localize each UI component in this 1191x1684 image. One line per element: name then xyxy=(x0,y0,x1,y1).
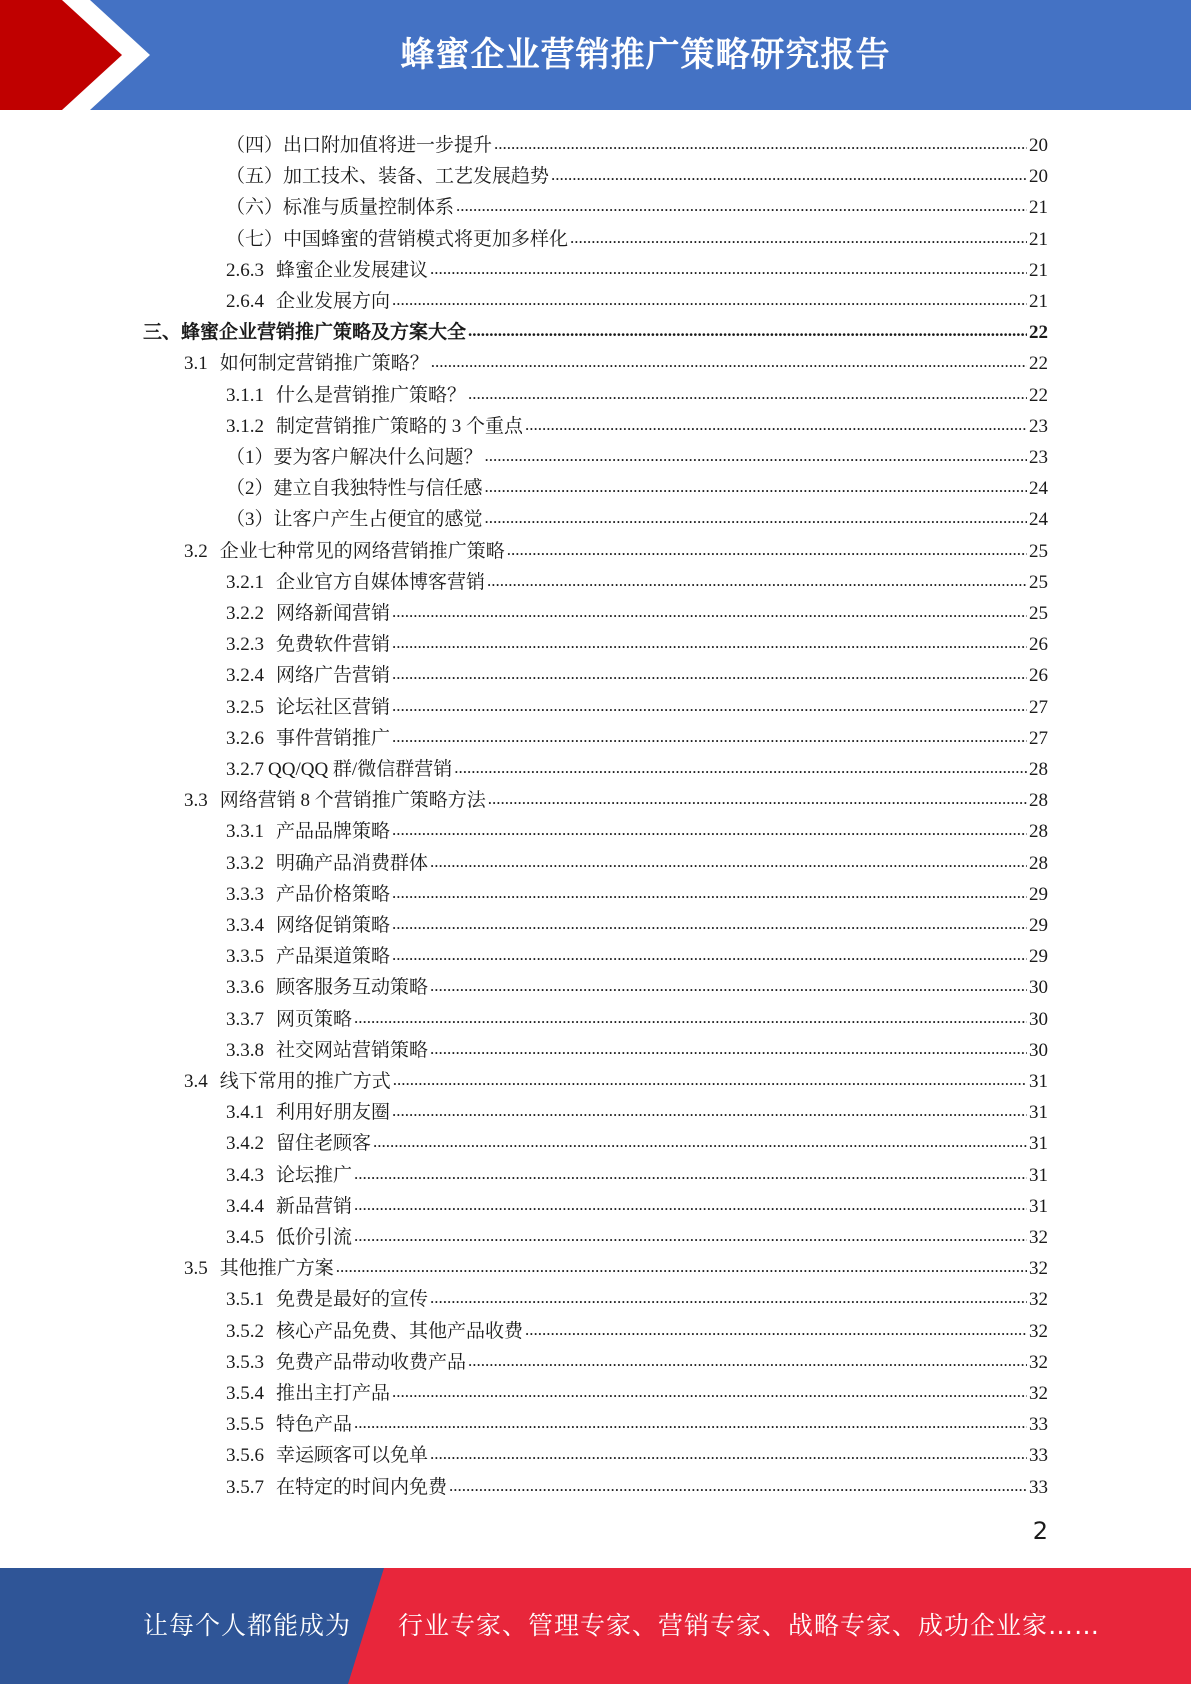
toc-entry-number: 3.1.2 xyxy=(226,415,264,437)
toc-entry-page: 31 xyxy=(1029,1133,1048,1155)
toc-dot-leader xyxy=(392,631,1027,655)
toc-entry-title: 蜂蜜企业发展建议 xyxy=(276,259,429,281)
toc-entry-number: 3.5.6 xyxy=(226,1445,264,1467)
toc-entry-number: 3.1.1 xyxy=(226,384,264,406)
toc-entry[interactable] xyxy=(226,657,1048,688)
toc-entry-page: 32 xyxy=(1029,1383,1048,1404)
toc-dot-leader xyxy=(373,1130,1027,1154)
toc-dot-leader xyxy=(392,600,1027,624)
toc-entry[interactable] xyxy=(226,595,1048,626)
toc-entry[interactable] xyxy=(143,314,1048,345)
toc-entry[interactable] xyxy=(226,1469,1048,1500)
toc-entry-page: 20 xyxy=(1029,166,1048,188)
toc-entry-page: 32 xyxy=(1029,1320,1048,1342)
toc-dot-leader xyxy=(392,881,1027,905)
toc-dot-leader xyxy=(551,163,1027,187)
toc-entry[interactable] xyxy=(226,1437,1048,1468)
toc-entry[interactable] xyxy=(226,1032,1048,1063)
page-header xyxy=(0,0,1191,110)
toc-dot-leader xyxy=(525,1318,1027,1342)
toc-entry-page: 33 xyxy=(1029,1414,1048,1436)
toc-dot-leader xyxy=(354,1411,1027,1435)
toc-entry-title: 低价引流 xyxy=(276,1227,353,1248)
toc-entry[interactable] xyxy=(226,501,1048,532)
toc-entry[interactable] xyxy=(226,907,1048,938)
toc-entry-title: 留住老顾客 xyxy=(276,1133,372,1155)
toc-entry-number: 3.3.5 xyxy=(226,946,264,968)
toc-entry-number: 3.2.6 xyxy=(226,727,264,749)
toc-entry-page: 32 xyxy=(1029,1351,1048,1373)
toc-dot-leader xyxy=(485,475,1027,499)
toc-entry-page: 29 xyxy=(1029,946,1048,968)
toc-entry-page: 28 xyxy=(1029,759,1048,780)
toc-entry-page: 23 xyxy=(1029,447,1048,468)
toc-entry-number: 3.2 xyxy=(184,540,208,562)
toc-entry-number: 3.4.1 xyxy=(226,1102,264,1124)
toc-entry-number: 3.5.1 xyxy=(226,1289,264,1311)
toc-entry-number: 2.6.4 xyxy=(226,291,264,312)
toc-entry[interactable] xyxy=(226,1001,1048,1032)
toc-entry[interactable] xyxy=(184,1063,1048,1094)
toc-entry[interactable] xyxy=(226,564,1048,595)
toc-dot-leader xyxy=(336,1255,1027,1279)
toc-dot-leader xyxy=(392,288,1027,312)
toc-entry-title: 核心产品免费、其他产品收费 xyxy=(276,1320,524,1342)
toc-entry[interactable] xyxy=(226,221,1048,252)
toc-dot-leader xyxy=(354,1224,1027,1248)
toc-entry-number: 3.3.1 xyxy=(226,821,264,843)
toc-entry-page: 21 xyxy=(1029,228,1048,250)
toc-entry-number: 3.3.6 xyxy=(226,977,264,999)
toc-entry-title: （四）出口附加值将进一步提升 xyxy=(226,135,493,156)
toc-dot-leader xyxy=(449,1474,1027,1498)
toc-entry[interactable] xyxy=(226,377,1048,408)
toc-entry-number: 3.5.5 xyxy=(226,1414,264,1436)
toc-entry[interactable] xyxy=(226,720,1048,751)
toc-entry-number: 3.2.2 xyxy=(226,603,264,624)
toc-entry-title: 企业发展方向 xyxy=(276,291,391,312)
toc-entry-page: 32 xyxy=(1029,1289,1048,1311)
toc-entry[interactable] xyxy=(226,439,1048,470)
toc-entry[interactable] xyxy=(226,1094,1048,1125)
toc-entry[interactable] xyxy=(226,158,1048,189)
page-footer xyxy=(0,1568,1191,1684)
toc-entry-page: 32 xyxy=(1029,1227,1048,1248)
toc-entry-page: 22 xyxy=(1029,353,1048,375)
toc-entry[interactable] xyxy=(226,1344,1048,1375)
toc-entry-page: 33 xyxy=(1029,1445,1048,1467)
toc-entry-title: 免费产品带动收费产品 xyxy=(276,1351,467,1373)
footer-slogan-left: 让每个人都能成为 xyxy=(143,1611,352,1640)
toc-entry-number: 3.2.7 xyxy=(226,759,264,780)
toc-entry-number: 3.4.5 xyxy=(226,1227,264,1248)
toc-dot-leader xyxy=(392,818,1027,842)
toc-entry-title: 明确产品消费群体 xyxy=(276,852,429,874)
toc-entry-title: 特色产品 xyxy=(276,1414,353,1436)
page-number: 2 xyxy=(1032,1517,1048,1545)
toc-entry-title: 新品营销 xyxy=(276,1195,353,1217)
toc-dot-leader xyxy=(430,974,1027,998)
toc-entry-page: 26 xyxy=(1029,634,1048,656)
toc-entry-page: 22 xyxy=(1029,322,1048,344)
toc-entry-title: 网络营销 8 个营销推广策略方法 xyxy=(219,790,486,812)
toc-entry[interactable] xyxy=(226,689,1048,720)
toc-dot-leader xyxy=(392,943,1027,967)
toc-entry-title: 利用好朋友圈 xyxy=(276,1102,391,1124)
toc-dot-leader xyxy=(430,257,1027,281)
header-arrow-graphic xyxy=(0,0,160,110)
toc-entry[interactable] xyxy=(226,283,1048,314)
toc-dot-leader xyxy=(525,413,1027,437)
toc-entry-number: 3.4.3 xyxy=(226,1164,264,1186)
toc-entry[interactable] xyxy=(226,1313,1048,1344)
toc-entry-title: 顾客服务互动策略 xyxy=(276,977,429,999)
toc-entry-number: 2.6.3 xyxy=(226,259,264,281)
toc-entry-title: 网页策略 xyxy=(276,1008,353,1030)
toc-entry-page: 20 xyxy=(1029,135,1048,156)
toc-entry-page: 28 xyxy=(1029,821,1048,843)
toc-entry-number: 3.5 xyxy=(184,1258,208,1280)
toc-entry-page: 31 xyxy=(1029,1164,1048,1186)
toc-entry-number: 3.4 xyxy=(184,1071,208,1092)
toc-dot-leader xyxy=(570,226,1027,250)
toc-dot-leader xyxy=(392,662,1027,686)
toc-entry-title: 免费是最好的宣传 xyxy=(276,1289,429,1311)
footer-slogan-right: 行业专家、管理专家、营销专家、战略专家、成功企业家…… xyxy=(398,1611,1101,1640)
toc-entry[interactable] xyxy=(226,1281,1048,1312)
toc-entry-title: （3）让客户产生占便宜的感觉 xyxy=(226,509,483,531)
toc-entry-title: （六）标准与质量控制体系 xyxy=(226,197,455,219)
toc-entry-page: 25 xyxy=(1029,603,1048,624)
toc-entry-number: 3.1 xyxy=(184,353,208,375)
toc-dot-leader xyxy=(456,194,1027,218)
toc-entry[interactable] xyxy=(184,533,1048,564)
toc-entry-number: 3.3.8 xyxy=(226,1039,264,1061)
toc-entry-title: 产品品牌策略 xyxy=(276,821,391,843)
toc-entry-page: 25 xyxy=(1029,540,1048,562)
toc-entry-title: 制定营销推广策略的 3 个重点 xyxy=(276,415,524,437)
toc-entry-title: （1）要为客户解决什么问题？ xyxy=(226,447,483,468)
toc-entry-number: 3.2.3 xyxy=(226,634,264,656)
toc-entry-title: 论坛推广 xyxy=(276,1164,353,1186)
toc-entry[interactable] xyxy=(226,813,1048,844)
toc-entry-title: 网络促销策略 xyxy=(276,915,391,936)
toc-entry[interactable] xyxy=(226,1219,1048,1250)
toc-dot-leader xyxy=(354,1162,1027,1186)
toc-entry-page: 28 xyxy=(1029,790,1048,812)
toc-entry[interactable] xyxy=(226,626,1048,657)
toc-entry-number: 3.3.4 xyxy=(226,915,264,936)
toc-entry[interactable] xyxy=(226,189,1048,220)
toc-entry-page: 21 xyxy=(1029,259,1048,281)
toc-entry-title: 企业七种常见的网络营销推广策略 xyxy=(219,540,505,562)
toc-entry[interactable] xyxy=(226,1406,1048,1437)
toc-entry[interactable] xyxy=(226,969,1048,1000)
toc-dot-leader xyxy=(392,1380,1027,1404)
toc-entry-title: 三、蜂蜜企业营销推广策略及方案大全 xyxy=(143,322,467,344)
toc-dot-leader xyxy=(430,850,1027,874)
toc-dot-leader xyxy=(485,444,1027,468)
toc-entry[interactable] xyxy=(226,1157,1048,1188)
toc-dot-leader xyxy=(507,538,1027,562)
toc-entry[interactable] xyxy=(226,470,1048,501)
toc-entry-title: 线下常用的推广方式 xyxy=(219,1071,391,1092)
toc-dot-leader xyxy=(468,1349,1027,1373)
toc-entry-page: 21 xyxy=(1029,291,1048,312)
toc-entry-title: 在特定的时间内免费 xyxy=(276,1476,448,1498)
toc-entry-page: 24 xyxy=(1029,478,1048,500)
toc-entry[interactable] xyxy=(226,876,1048,907)
report-title: 蜂蜜企业营销推广策略研究报告 xyxy=(400,35,891,75)
toc-entry-title: 产品渠道策略 xyxy=(276,946,391,968)
toc-dot-leader xyxy=(392,1099,1027,1123)
toc-entry[interactable] xyxy=(226,1375,1048,1406)
toc-entry[interactable] xyxy=(226,845,1048,876)
toc-entry-page: 30 xyxy=(1029,977,1048,999)
toc-dot-leader xyxy=(430,1442,1027,1466)
toc-entry-number: 3.2.1 xyxy=(226,571,264,593)
toc-dot-leader xyxy=(454,756,1027,780)
toc-dot-leader xyxy=(487,569,1027,593)
toc-entry-title: 幸运顾客可以免单 xyxy=(276,1445,429,1467)
toc-dot-leader xyxy=(430,1037,1027,1061)
toc-entry-page: 28 xyxy=(1029,852,1048,874)
toc-entry-page: 31 xyxy=(1029,1071,1048,1092)
toc-entry-page: 24 xyxy=(1029,509,1048,531)
toc-entry-page: 22 xyxy=(1029,384,1048,406)
toc-entry-title: 产品价格策略 xyxy=(276,883,391,905)
toc-entry-title: 企业官方自媒体博客营销 xyxy=(276,571,486,593)
toc-entry[interactable] xyxy=(226,127,1048,158)
toc-entry-title: QQ/QQ 群/微信群营销 xyxy=(268,759,453,780)
toc-dot-leader xyxy=(392,694,1027,718)
toc-entry[interactable] xyxy=(184,782,1048,813)
toc-dot-leader xyxy=(488,787,1027,811)
toc-entry[interactable] xyxy=(226,252,1048,283)
toc-dot-leader xyxy=(430,1286,1027,1310)
toc-entry-title: 事件营销推广 xyxy=(276,727,391,749)
toc-entry-page: 33 xyxy=(1029,1476,1048,1498)
toc-dot-leader xyxy=(431,350,1027,374)
toc-entry[interactable] xyxy=(226,1188,1048,1219)
toc-entry-number: 3.4.2 xyxy=(226,1133,264,1155)
toc-dot-leader xyxy=(485,506,1027,530)
toc-entry-title: 论坛社区营销 xyxy=(276,696,391,718)
toc-entry-page: 27 xyxy=(1029,727,1048,749)
toc-entry-title: 网络广告营销 xyxy=(276,665,391,687)
toc-dot-leader xyxy=(468,319,1027,343)
toc-entry-page: 27 xyxy=(1029,696,1048,718)
toc-entry-title: （2）建立自我独特性与信任感 xyxy=(226,478,483,500)
toc-dot-leader xyxy=(392,912,1027,936)
toc-entry-number: 3.5.7 xyxy=(226,1476,264,1498)
toc-entry-title: 其他推广方案 xyxy=(219,1258,334,1280)
toc-entry-page: 31 xyxy=(1029,1102,1048,1124)
toc-entry-title: （五）加工技术、装备、工艺发展趋势 xyxy=(226,166,550,188)
toc-entry-page: 26 xyxy=(1029,665,1048,687)
toc-entry-page: 23 xyxy=(1029,415,1048,437)
toc-entry-title: 什么是营销推广策略？ xyxy=(276,384,467,406)
toc-entry-number: 3.2.5 xyxy=(226,696,264,718)
toc-entry-number: 3.3.3 xyxy=(226,883,264,905)
toc-entry[interactable] xyxy=(226,1125,1048,1156)
toc-entry-number: 3.3.7 xyxy=(226,1008,264,1030)
toc-entry-number: 3.3.2 xyxy=(226,852,264,874)
toc-dot-leader xyxy=(494,132,1027,156)
toc-entry-title: 网络新闻营销 xyxy=(276,603,391,624)
toc-entry[interactable] xyxy=(184,1250,1048,1281)
toc-entry-number: 3.5.4 xyxy=(226,1383,264,1404)
toc-entry-page: 30 xyxy=(1029,1008,1048,1030)
toc-dot-leader xyxy=(354,1006,1027,1030)
toc-entry-page: 21 xyxy=(1029,197,1048,219)
toc-entry[interactable] xyxy=(184,345,1048,376)
toc-entry-number: 3.2.4 xyxy=(226,665,264,687)
toc-entry-page: 29 xyxy=(1029,915,1048,936)
toc-entry-title: 免费软件营销 xyxy=(276,634,391,656)
toc-entry-title: 如何制定营销推广策略？ xyxy=(219,353,429,375)
toc-entry-title: 社交网站营销策略 xyxy=(276,1039,429,1061)
toc-entry-number: 3.5.2 xyxy=(226,1320,264,1342)
toc-entry-page: 31 xyxy=(1029,1195,1048,1217)
toc-entry-number: 3.4.4 xyxy=(226,1195,264,1217)
toc-entry-page: 29 xyxy=(1029,883,1048,905)
toc-entry-number: 3.5.3 xyxy=(226,1351,264,1373)
toc-entry-page: 30 xyxy=(1029,1039,1048,1061)
toc-entry[interactable] xyxy=(226,408,1048,439)
toc-entry-title: （七）中国蜂蜜的营销模式将更加多样化 xyxy=(226,228,569,250)
toc-dot-leader xyxy=(392,725,1027,749)
toc-entry[interactable] xyxy=(226,938,1048,969)
toc-dot-leader xyxy=(393,1068,1027,1092)
toc-entry[interactable] xyxy=(226,751,1048,782)
toc-dot-leader xyxy=(468,382,1027,406)
toc-dot-leader xyxy=(354,1193,1027,1217)
toc-entry-title: 推出主打产品 xyxy=(276,1383,391,1404)
toc-entry-number: 3.3 xyxy=(184,790,208,812)
toc-entry-page: 25 xyxy=(1029,571,1048,593)
toc-entry-page: 32 xyxy=(1029,1258,1048,1280)
